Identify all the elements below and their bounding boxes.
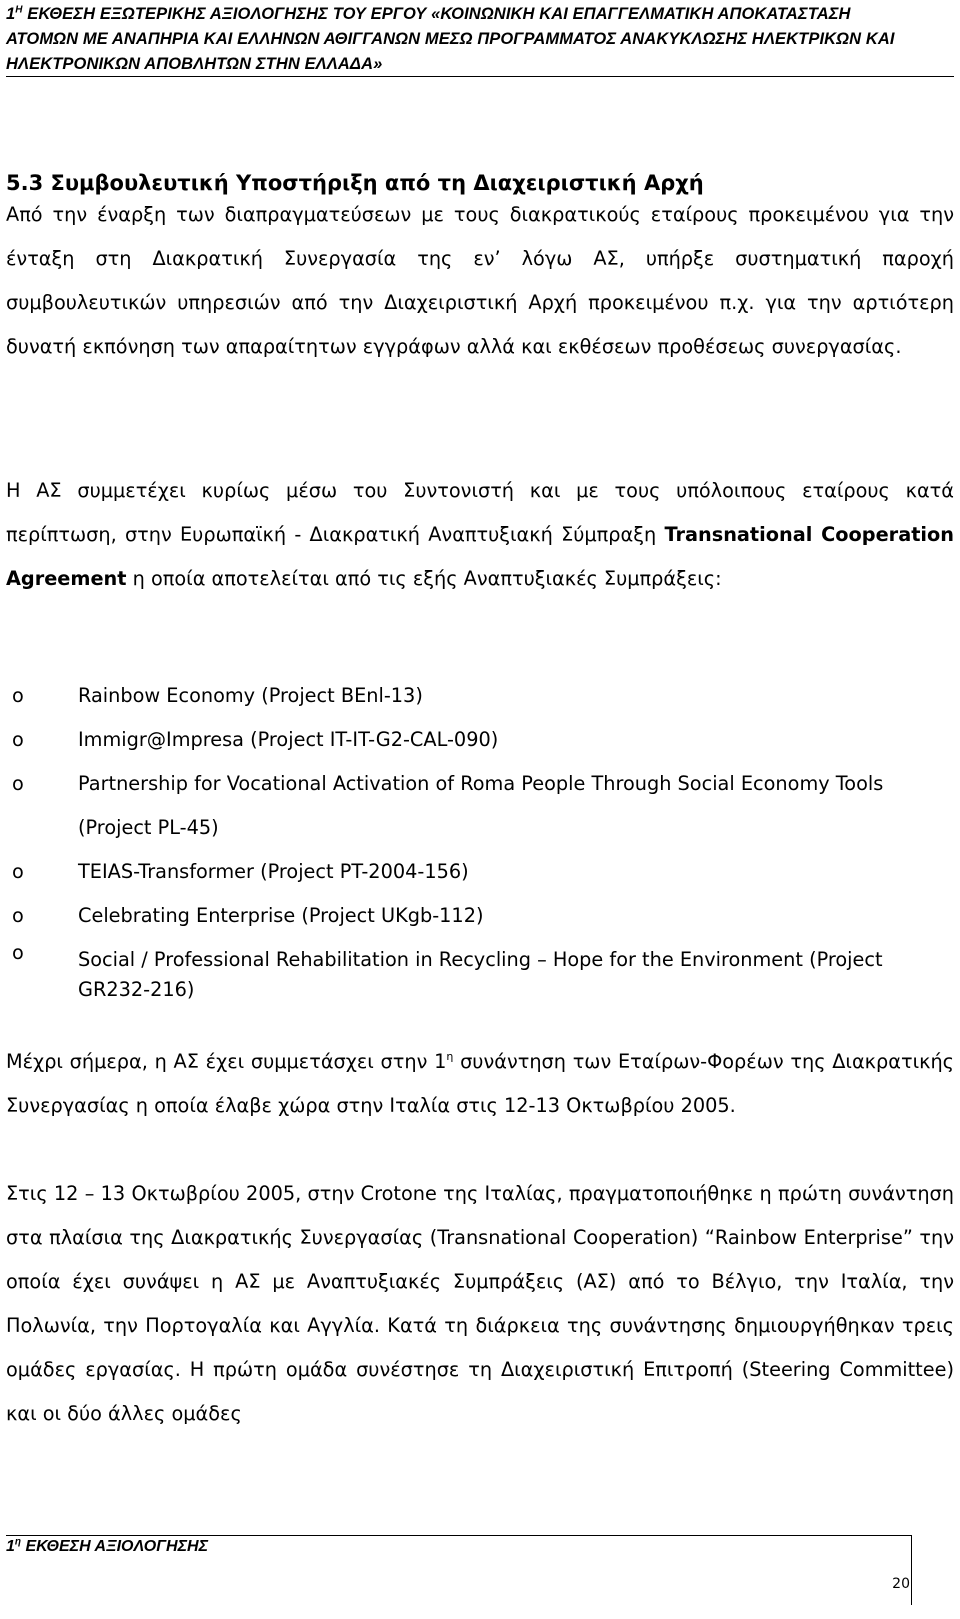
paragraph-intro: Από την έναρξη των διαπραγματεύσεων με τους διακρατικούς εταίρους προκειμένου για την ένταξη στη Διακρατική Συνεργασία της εν’ λόγω ΑΣ, υπήρξε συστηματική παροχή συμβουλευτικών υπηρεσιών από την Διαχειριστική Αρχή προκειμένου π.χ. για την αρτιότερη δυνατή εκπόνηση των απαραίτητων εγγράφων αλλά και εκθέσεων προθέσεως συνεργασίας. [6, 203, 954, 358]
header-line-1 [6, 2, 956, 27]
footer-superscript: η [14, 1536, 22, 1548]
bullet-marker: o [12, 684, 24, 707]
page-number: 20 [892, 1576, 910, 1592]
paragraph-meeting-end: συνάντηση των Εταίρων-Φορέων της Διακρατικής Συνεργασίας η οποία έλαβε χώρα στην Ιταλία στις 12-13 Οκτωβρίου 2005. [6, 1050, 954, 1117]
footer-vertical-rule [911, 1535, 912, 1605]
bullet-marker: o [12, 941, 24, 964]
ordinal-superscript: η [446, 1050, 454, 1063]
header-line-2: ΑΤΟΜΩΝ ΜΕ ΑΝΑΠΗΡΙΑ ΚΑΙ ΕΛΛΗΝΩΝ ΑΘΙΓΓΑΝΩΝ ΜΕΣΩ ΠΡΟΓΡΑΜΜΑΤΟΣ ΑΝΑΚΥΚΛΩΣΗΣ ΗΛΕΚΤΡΙΚΩΝ ΚΑΙ [6, 30, 895, 48]
paragraph-partnership [6, 469, 954, 601]
list-item-text: TEIAS-Transformer (Project PT-2004-156) [78, 860, 469, 883]
list-item [6, 850, 954, 894]
header-divider [6, 76, 954, 77]
list-item [6, 894, 954, 938]
footer-label: ΕΚΘΕΣΗ ΑΞΙΟΛΟΓΗΣΗΣ [21, 1538, 209, 1555]
list-item [6, 718, 954, 762]
bullet-marker: o [12, 904, 24, 927]
section-heading: 5.3 Συμβουλευτική Υποστήριξη από τη Διαχειριστική Αρχή [6, 171, 704, 195]
list-item-text: Celebrating Enterprise (Project UKgb-112) [78, 904, 484, 927]
header-number: 1 [6, 5, 16, 23]
paragraph-partnership-end: η οποία αποτελείται από τις εξής Αναπτυξιακές Συμπράξεις: [126, 567, 722, 590]
list-item-text: Rainbow Economy (Project BEnl-13) [78, 684, 423, 707]
running-footer [6, 1538, 208, 1556]
bullet-marker: o [12, 728, 24, 751]
list-item-text: Immigr@Impresa (Project IT-IT-G2-CAL-090) [78, 728, 499, 751]
list-item-text: Social / Professional Rehabilitation in Recycling – Hope for the Environment (Project GR232-216) [78, 948, 883, 1001]
list-item [6, 762, 954, 850]
bullet-marker: o [12, 860, 24, 883]
running-header [6, 2, 956, 77]
paragraph-partnership-start: Η ΑΣ συμμετέχει κυρίως μέσω του Συντονιστή και με τους υπόλοιπους εταίρους κατά περίπτωση, στην Ευρωπαϊκή - Διακρατική Αναπτυξιακή Σύμπραξη [6, 479, 954, 546]
header-text-1: ΕΚΘΕΣΗ ΕΞΩΤΕΡΙΚΗΣ ΑΞΙΟΛΟΓΗΣΗΣ ΤΟΥ ΕΡΓΟΥ «ΚΟΙΝΩΝΙΚΗ ΚΑΙ ΕΠΑΓΓΕΛΜΑΤΙΚΗ ΑΠΟΚΑΤΑΣΤΑΣΗ [27, 5, 851, 23]
partnership-list [6, 674, 954, 1005]
header-line-3: ΗΛΕΚΤΡΟΝΙΚΩΝ ΑΠΟΒΛΗΤΩΝ ΣΤΗΝ ΕΛΛΑΔΑ» [6, 55, 383, 73]
list-item-text: Partnership for Vocational Activation of Roma People Through Social Economy Tools (Project PL-45) [78, 772, 884, 839]
agreement-name: Transnational Cooperation Agreement [6, 523, 954, 590]
paragraph-meeting-start: Μέχρι σήμερα, η ΑΣ έχει συμμετάσχει στην 1 [6, 1050, 447, 1073]
footer-number: 1 [6, 1538, 15, 1555]
paragraph-meeting-summary [6, 1040, 954, 1128]
bullet-marker: o [12, 772, 24, 795]
list-item [6, 674, 954, 718]
header-superscript: Η [15, 4, 23, 16]
paragraph-crotone-meeting: Στις 12 – 13 Οκτωβρίου 2005, στην Crotone της Ιταλίας, πραγματοποιήθηκε η πρώτη συνάντηση στα πλαίσια της Διακρατικής Συνεργασίας (Transnational Cooperation) “Rainbow Enterprise” την οποία έχει συνάψει η ΑΣ με Αναπτυξιακές Συμπράξεις (ΑΣ) από το Βέλγιο, την Ιταλία, την Πολωνία, την Πορτογαλία και Αγγλία. Κατά τη διάρκεια της συνάντησης δημιουργήθηκαν τρεις ομάδες εργασίας. Η πρώτη ομάδα συνέστησε τη Διαχειριστική Επιτροπή (Steering Committee) και οι δύο άλλες ομάδες [6, 1182, 954, 1425]
list-item [6, 938, 954, 1005]
footer-divider [6, 1535, 911, 1536]
